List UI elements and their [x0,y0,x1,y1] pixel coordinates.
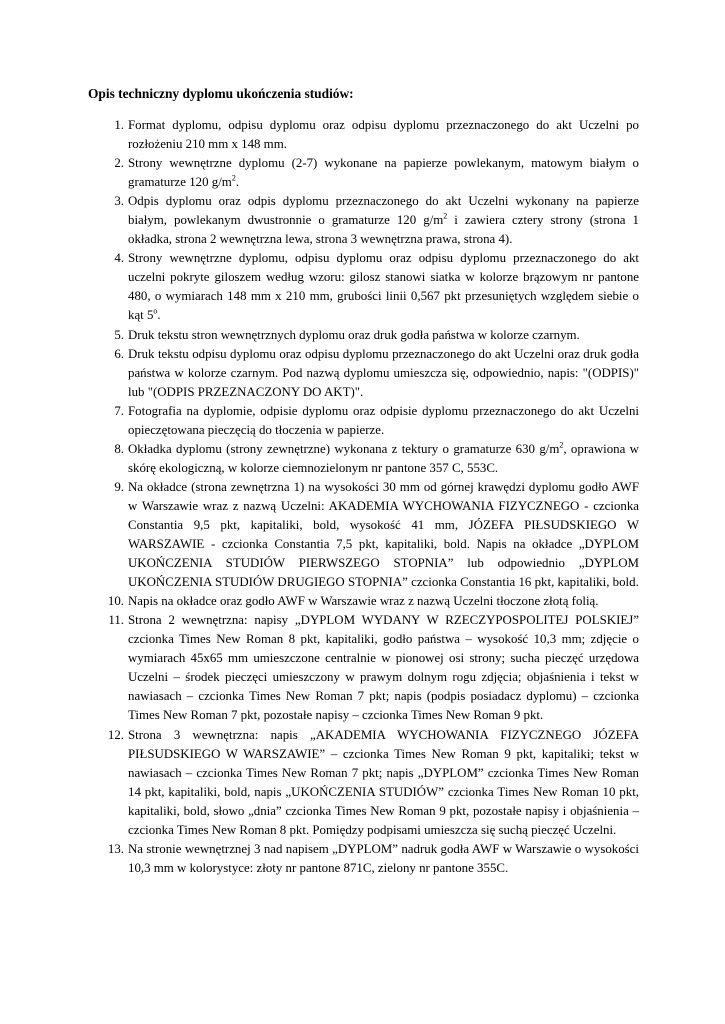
list-item [108,611,639,725]
superscript: o [153,307,158,317]
list-item-number: 2. [114,156,124,171]
list-item-number: 12. [107,727,124,742]
list-item [114,249,639,325]
list-item [114,345,639,402]
list-item-number: 7. [114,403,124,418]
list-item [107,726,639,840]
list-item-number: 1. [114,118,124,132]
list-item [114,402,639,440]
list-item-text: Okładka dyplomu (strony zewnętrzne) wykonana z tektury o gramaturze 630 $g/m^2$, oprawiona w skórę ekologiczną, w kolorze ciemnozielonym nr pantone 357 C, 553C. [128,440,639,475]
list-item [114,478,639,592]
list-item-number: 4. [114,251,124,266]
list-item [114,154,639,192]
list-item [114,440,639,478]
list-item-text: Strony wewnętrzne dyplomu, odpisu dyplomu oraz odpisu dyplomu przeznaczonego do akt uczelni pokryte giloszem według wzoru: gilosz stanowi siatka w kolorze brązowym nr pantone 480, o wymiarach 148 mm x 210 mm, grubości linii 0,567 pkt przesuniętych względem siebie o kąt 5$^o$. [128,251,639,323]
list-item-number: 10. [107,594,124,609]
list-item [107,840,639,878]
list-item-text: Na stronie wewnętrznej 3 nad napisem „DYPLOM” nadruk godła AWF w Warszawie o wysokości 10,3 mm w kolorystyce: złoty nr pantone 871C, zielony nr pantone 355C. [128,841,639,875]
list-item-number: 3. [114,194,124,209]
specification-list [107,116,639,878]
list-item-number: 9. [114,479,124,494]
list-item-text: Napis na okładce oraz godło AWF w Warszawie wraz z nazwą Uczelni tłoczone złotą folią. [128,594,599,609]
list-item [107,592,639,611]
list-item-number: 6. [114,346,124,361]
superscript: 2 [443,211,448,221]
list-item [114,116,639,154]
list-item-text: Fotografia na dyplomie, odpisie dyplomu oraz odpisie dyplomu przeznaczonego do akt Uczelni opieczętowana pieczęcią do tłoczenia w papierze. [128,403,639,437]
superscript: 2 [231,173,236,183]
document-heading: Opis techniczny dyplomu ukończenia studiów: [88,86,354,101]
list-item-text: Na okładce (strona zewnętrzna 1) na wysokości 30 mm od górnej krawędzi dyplomu godło AWF w Warszawie wraz z nazwą Uczelni: AKADEMIA WYCHOWANIA FIZYCZNEGO - czcionka Constantia 9,5 pkt, kapitaliki, bold, wysokość 41 mm, JÓZEFA PIŁSUDSKIEGO W WARSZAWIE - czcionka Constantia 7,5 pkt, kapitaliki, bold. Napis na okładce „DYPLOM UKOŃCZENIA STUDIÓW PIERWSZEGO STOPNIA” lub odpowiednio „DYPLOM UKOŃCZENIA STUDIÓW DRUGIEGO STOPNIA” czcionka Constantia 16 pkt, kapitaliki, bold. [128,479,639,590]
list-item [114,192,639,249]
list-item-text: Format dyplomu, odpisu dyplomu oraz odpisu dyplomu przeznaczonego do akt Uczelni po rozłożeniu 210 mm x 148 mm. [128,118,639,152]
list-item-text: Strony wewnętrzne dyplomu (2-7) wykonane na papierze powlekanym, matowym białym o gramaturze 120 $g/m^2$. [128,156,639,190]
list-item-text: Druk tekstu stron wewnętrznych dyplomu oraz druk godła państwa w kolorze czarnym. [128,327,580,342]
list-item [114,326,639,345]
list-item-number: 13. [107,841,124,856]
list-item-number: 8. [114,441,124,456]
list-item-text: Strona 3 wewnętrzna: napis „AKADEMIA WYCHOWANIA FIZYCZNEGO JÓZEFA PIŁSUDSKIEGO W WARSZAWIE” – czcionka Times New Roman 9 pkt, kapitaliki; tekst w nawiasach – czcionka Times New Roman 7 pkt; napis „DYPLOM” czcionka Times New Roman 14 pkt, kapitaliki, bold, napis „UKOŃCZENIA STUDIÓW” czcionka Times New Roman 10 pkt, kapitaliki, bold, słowo „dnia” czcionka Times New Roman 9 pkt, pozostałe napisy i objaśnienia – czcionka Times New Roman 8 pkt. Pomiędzy podpisami umieszcza się suchą pieczęć Uczelni. [128,727,639,837]
list-item-text: Strona 2 wewnętrzna: napisy „DYPLOM WYDANY W RZECZYPOSPOLITEJ POLSKIEJ” czcionka Times New Roman 8 pkt, kapitaliki, godło państwa – wysokość 10,3 mm; zdjęcie o wymiarach 45x65 mm umieszczone centralnie w pionowej osi strony; sucha pieczęć urzędowa Uczelni – środek pieczęci umieszczony w prawym dolnym rogu zdjęcia; objaśnienia i tekst w nawiasach – czcionka Times New Roman 7 pkt; napis (podpis posiadacz dyplomu) – czcionka Times New Roman 7 pkt, pozostałe napisy – czcionka Times New Roman 9 pkt. [128,613,639,723]
list-item-text: Odpis dyplomu oraz odpis dyplomu przeznaczonego do akt Uczelni wykonany na papierze białym, powlekanym dwustronnie o gramaturze 120 $g/m^2$ i zawiera cztery strony (strona 1 okładka, strona 2 wewnętrzna lewa, strona 3 wewnętrzna prawa, strona 4). [128,194,639,247]
list-item-text: Druk tekstu odpisu dyplomu oraz odpisu dyplomu przeznaczonego do akt Uczelni oraz druk godła państwa w kolorze czarnym. Pod nazwą dyplomu umieszcza się, odpowiednio, napis: "(ODPIS)" lub "(ODPIS PRZEZNACZONY DO AKT)". [128,346,639,399]
superscript: 2 [559,440,564,450]
list-item-number: 11. [108,613,124,628]
list-item-number: 5. [114,327,124,342]
